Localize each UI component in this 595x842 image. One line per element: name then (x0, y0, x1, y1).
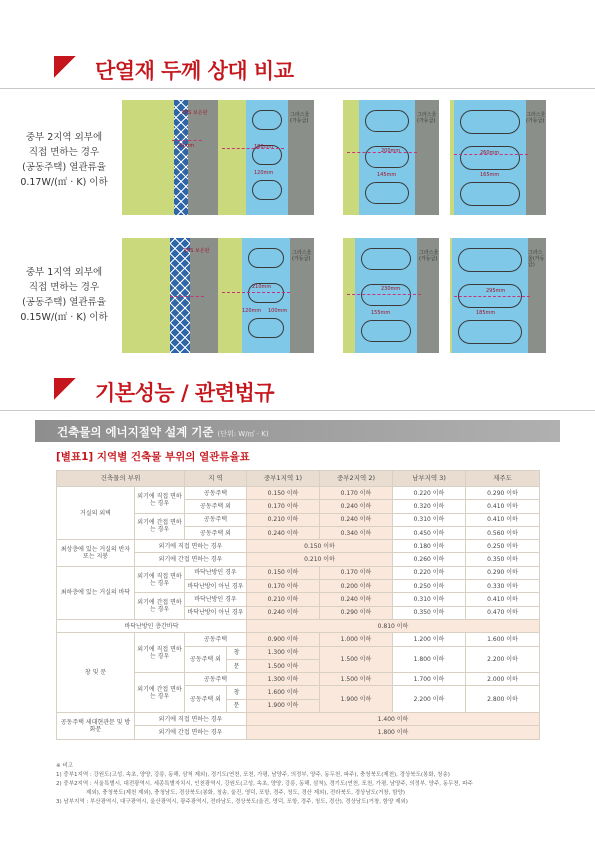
table-cell: 0.150 이하 (247, 566, 320, 579)
table-title: [별표1] 지역별 건축물 부위의 열관류율표 (56, 451, 250, 463)
section-title: 단열재 두께 상대 비교 (95, 59, 294, 83)
table-row (57, 619, 540, 632)
table-cell: 0.210 이하 (247, 553, 393, 566)
diagram-panel-2-1 (122, 238, 218, 353)
header-cell: 남부지역 3) (393, 471, 466, 487)
table-cell: 0.240 이하 (320, 593, 393, 606)
table-cell: 0.290 이하 (320, 606, 393, 619)
table-cell: 1.400 이하 (247, 713, 540, 726)
table-cell: 1.800 이하 (393, 646, 466, 673)
header-cell: 제주도 (466, 471, 540, 487)
dimension-label: 120mm (254, 170, 274, 176)
table-cell: 2.200 이하 (393, 686, 466, 713)
section-header-compare (0, 48, 595, 98)
table-cell: 0.260 이하 (393, 553, 466, 566)
table-cell: 1.900 이하 (320, 686, 393, 713)
table-cell: 0.250 이하 (393, 580, 466, 593)
table-cell: 0.810 이하 (247, 619, 540, 632)
table-cell: 1.900 이하 (247, 699, 320, 712)
dimension-line (172, 140, 202, 141)
table-cell: 0.290 이하 (466, 487, 540, 500)
diagram-panel-2-2 (218, 238, 314, 353)
table-cell: 1.500 이하 (320, 673, 393, 686)
row-label-line: 중부 2지역 외부에 (25, 132, 103, 143)
table-cell: 바닥난방인 층간바닥 (57, 619, 247, 632)
table-cell: 0.350 이하 (466, 553, 540, 566)
table-cell: 외기에 간접 면하는 경우 (135, 673, 185, 713)
insulation-pattern (361, 320, 411, 342)
table-cell: 0.310 이하 (393, 513, 466, 526)
dimension-label: 180mm (254, 144, 274, 150)
dimension-label: 30mm (178, 143, 195, 149)
row-label-line: 직접 면하는 경우 (28, 147, 100, 158)
table-cell: 0.210 이하 (247, 513, 320, 526)
insulation-layer (174, 100, 188, 215)
table-cell: 최상층에 있는 거실의 반자 또는 지붕 (57, 540, 135, 567)
row-label-line: 직접 면하는 경우 (28, 282, 100, 293)
dimension-label: 230mm (381, 286, 401, 292)
table-header-row (57, 471, 540, 487)
material-label: EPS 보온판 (182, 110, 208, 116)
table-row (57, 713, 540, 726)
table-cell: 0.170 이하 (320, 487, 393, 500)
section-header-regulation (0, 370, 595, 420)
table-cell: 0.220 이하 (393, 566, 466, 579)
material-label: 그라스울(가등급) (526, 112, 546, 124)
table-cell: 공동주택 세대현관문 및 방화문 (57, 713, 135, 740)
insulation-pattern (365, 110, 409, 132)
u-value-table (56, 470, 540, 740)
table-cell: 바닥난방인 경우 (185, 593, 247, 606)
dimension-label: 165mm (480, 172, 500, 178)
table-cell: 0.900 이하 (247, 633, 320, 646)
subsection-band (35, 420, 560, 442)
table-cell: 외기에 직접 면하는 경우 (135, 633, 185, 673)
dimension-line (222, 148, 284, 149)
diagram-panel-1-1 (122, 100, 218, 215)
header-cell: 중부1지역 1) (247, 471, 320, 487)
note-line: 1) 중부1지역 : 강원도(고성, 속초, 양양, 강릉, 동해, 삼척 제외), 경기도(연천, 포천, 가평, 남양주, 의정부, 양주, 동두천, 파주), 충청북도(제천), 경상북도(봉화, 청송) (56, 772, 450, 778)
header-cell: 건축물의 부위 (57, 471, 185, 487)
table-cell: 0.410 이하 (466, 500, 540, 513)
table-cell: 외기에 간접 면하는 경우 (135, 513, 185, 540)
diagram-panel-1-3 (343, 100, 439, 215)
table-cell: 1.600 이하 (466, 633, 540, 646)
row-label-line: 중부 1지역 외부에 (25, 267, 103, 278)
row-label-line: 0.15W/(㎡ · K) 이하 (20, 312, 108, 323)
material-label: 그라스울(가등급) (528, 250, 545, 268)
insulation-pattern (458, 248, 522, 272)
table-cell: 0.410 이하 (466, 593, 540, 606)
header-cell: 중부2지역 2) (320, 471, 393, 487)
insulation-pattern (252, 180, 282, 200)
table-cell: 0.340 이하 (320, 526, 393, 539)
table-cell: 외기에 간접 면하는 경우 (135, 726, 247, 739)
table-cell: 외기에 직접 면하는 경우 (135, 566, 185, 593)
insulation-pattern (365, 182, 409, 204)
table-cell: 1.500 이하 (320, 646, 393, 673)
table-cell: 0.170 이하 (247, 500, 320, 513)
dimension-label: 120mm (242, 308, 262, 314)
table-cell: 공동주택 외 (185, 646, 227, 673)
table-cell: 공동주택 (185, 673, 247, 686)
table-cell: 문 (227, 699, 247, 712)
table-cell: 공동주택 (185, 633, 247, 646)
table-cell: 1.300 이하 (247, 646, 320, 659)
insulation-pattern (252, 110, 282, 130)
wall-layer (188, 100, 218, 215)
table-cell: 2.200 이하 (466, 646, 540, 673)
material-label: 그라스울(가등급) (417, 112, 437, 124)
row-label-1 (14, 130, 114, 190)
row-label-line: (공동주택) 열관류율 (22, 162, 106, 173)
dimension-label: 155mm (371, 310, 391, 316)
table-cell: 외기에 직접 면하는 경우 (135, 487, 185, 514)
table-cell: 외기에 간접 면하는 경우 (135, 553, 247, 566)
section-marker-icon (54, 378, 76, 400)
material-label: 그라스울(가등급) (419, 250, 439, 262)
section-title: 기본성능 / 관련법규 (95, 381, 275, 405)
dimension-line (347, 294, 421, 295)
table-cell: 0.560 이하 (466, 526, 540, 539)
diagram-panel-1-2 (218, 100, 314, 215)
diagram-panel-1-4 (450, 100, 546, 215)
table-cell: 0.240 이하 (247, 606, 320, 619)
unit-label: (단위: W/㎡ · K) (217, 430, 269, 438)
table-cell: 외기에 직접 면하는 경우 (135, 540, 247, 553)
table-cell: 0.470 이하 (466, 606, 540, 619)
table-cell: 0.170 이하 (247, 580, 320, 593)
table-cell: 바닥난방이 아닌 경우 (185, 606, 247, 619)
table-cell: 0.410 이하 (466, 513, 540, 526)
insulation-pattern (361, 248, 411, 270)
table-cell: 1.800 이하 (247, 726, 540, 739)
material-label: 그라스울(가등급) (290, 112, 310, 124)
insulation-pattern (248, 318, 284, 338)
table-row (57, 633, 540, 646)
table-cell: 2.000 이하 (466, 673, 540, 686)
table-cell: 0.180 이하 (393, 540, 466, 553)
table-cell: 0.210 이하 (247, 593, 320, 606)
table-cell: 창 (227, 646, 247, 659)
note-line: 2) 중부2지역 : 서울특별시, 대전광역시, 세종특별자치시, 인천광역시, 강원도(고성, 속초, 양양, 강릉, 동해, 삼척), 경기도(연천, 포천, 가평, 남양주, 의정부, 양주, 동두천, 파주 (56, 781, 473, 787)
divider (0, 410, 595, 411)
table-cell: 0.240 이하 (320, 500, 393, 513)
table-row (57, 487, 540, 500)
insulation-pattern (460, 182, 520, 206)
table-cell: 2.800 이하 (466, 686, 540, 713)
insulation-pattern (458, 320, 522, 344)
table-cell: 0.330 이하 (466, 580, 540, 593)
diagram-panel-2-4 (450, 238, 546, 353)
table-cell: 0.150 이하 (247, 540, 393, 553)
table-cell: 1.700 이하 (393, 673, 466, 686)
table-cell: 창 및 문 (57, 633, 135, 713)
table-cell: 1.200 이하 (393, 633, 466, 646)
table-cell: 0.350 이하 (393, 606, 466, 619)
dimension-label: 145mm (377, 172, 397, 178)
table-cell: 0.450 이하 (393, 526, 466, 539)
table-cell: 바닥난방인 경우 (185, 566, 247, 579)
table-cell: 공동주택 외 (185, 686, 227, 713)
table-cell: 0.220 이하 (393, 487, 466, 500)
dimension-label: 100mm (268, 308, 288, 314)
table-cell: 문 (227, 659, 247, 672)
row-label-line: 0.17W/(㎡ · K) 이하 (20, 177, 108, 188)
table-cell: 공동주택 외 (185, 526, 247, 539)
notes-heading: ※ 비고 (56, 763, 73, 769)
subsection-title-text: 건축물의 에너지절약 설계 기준 (57, 425, 214, 439)
row-label-line: (공동주택) 열관류율 (22, 297, 106, 308)
dimension-label: 200mm (381, 148, 401, 154)
table-cell: 공동주택 (185, 487, 247, 500)
table-cell: 외기에 간접 면하는 경우 (135, 593, 185, 620)
table-cell: 0.310 이하 (393, 593, 466, 606)
note-line: 제외), 충청북도(제천 제외), 충청남도, 경상북도(봉화, 청송, 울진, 영덕, 포항, 경주, 청도, 경산 제외), 전라북도, 경상남도(거창, 함양) (86, 790, 406, 796)
dimension-line (454, 296, 530, 297)
table-cell: 1.300 이하 (247, 673, 320, 686)
dimension-label: 295mm (486, 288, 506, 294)
dimension-label: 260mm (480, 150, 500, 156)
row-label-2 (14, 265, 114, 325)
diagram-panel-2-3 (343, 238, 439, 353)
header-cell: 지 역 (185, 471, 247, 487)
table-cell: 0.150 이하 (247, 487, 320, 500)
dimension-label: 185mm (476, 310, 496, 316)
table-cell: 0.320 이하 (393, 500, 466, 513)
insulation-pattern (248, 248, 284, 268)
dimension-line (170, 296, 204, 297)
table-cell: 거실의 외벽 (57, 487, 135, 540)
table-cell: 0.240 이하 (247, 526, 320, 539)
insulation-pattern (460, 110, 520, 134)
divider (0, 88, 595, 89)
table-cell: 0.170 이하 (320, 566, 393, 579)
dimension-line (222, 292, 290, 293)
table-cell: 1.500 이하 (247, 659, 320, 672)
table-cell: 0.240 이하 (320, 513, 393, 526)
table-row (57, 566, 540, 579)
table-cell: 1.600 이하 (247, 686, 320, 699)
table-cell: 1.000 이하 (320, 633, 393, 646)
table-cell: 0.250 이하 (466, 540, 540, 553)
table-cell: 바닥난방이 아닌 경우 (185, 580, 247, 593)
table-row (57, 540, 540, 553)
material-label: 그라스울(가등급) (292, 250, 312, 262)
section-marker-icon (54, 56, 76, 78)
table-cell: 창 (227, 686, 247, 699)
subsection-title (57, 424, 269, 440)
notes (56, 762, 546, 807)
table-cell: 최하층에 있는 거실의 바닥 (57, 566, 135, 619)
table-cell: 0.290 이하 (466, 566, 540, 579)
table-cell: 0.200 이하 (320, 580, 393, 593)
table-cell: 외기에 직접 면하는 경우 (135, 713, 247, 726)
dimension-label: 210mm (252, 284, 272, 290)
material-label: EPS 보온판 (184, 248, 210, 254)
note-line: 3) 남부지역 : 부산광역시, 대구광역시, 울산광역시, 광주광역시, 전라남도, 경상북도(울진, 영덕, 포항, 경주, 청도, 경산), 경상남도(거창, 함양 제외) (56, 799, 408, 805)
table-cell: 공동주택 (185, 513, 247, 526)
table-cell: 공동주택 외 (185, 500, 247, 513)
